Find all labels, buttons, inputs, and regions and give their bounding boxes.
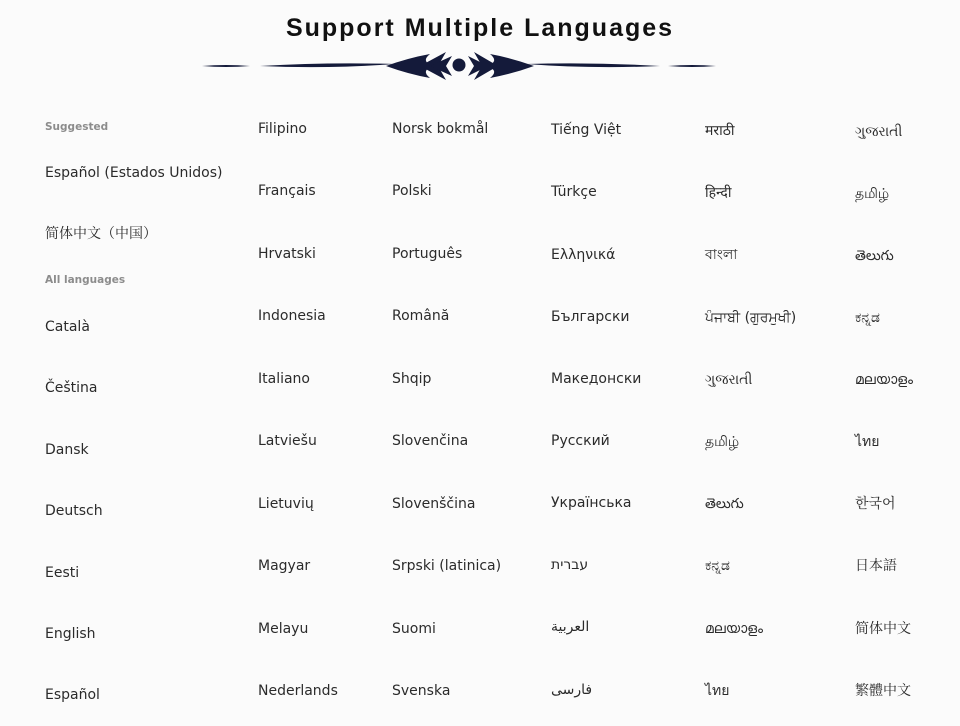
language-option[interactable]: Deutsch bbox=[45, 503, 103, 519]
language-option[interactable]: Italiano bbox=[258, 371, 310, 387]
language-option[interactable]: Français bbox=[258, 183, 316, 199]
language-option[interactable]: 日本語 bbox=[855, 558, 897, 574]
suggested-section-label: Suggested bbox=[45, 121, 109, 133]
all-languages-section-label: All languages bbox=[45, 274, 126, 286]
language-option[interactable]: Čeština bbox=[45, 380, 98, 396]
language-option[interactable]: ಕನ್ನಡ bbox=[705, 558, 730, 574]
language-option[interactable]: മലയാളം bbox=[705, 621, 764, 637]
language-option[interactable]: Dansk bbox=[45, 442, 89, 458]
language-option[interactable]: Slovenčina bbox=[392, 433, 469, 449]
language-option[interactable]: Tiếng Việt bbox=[551, 122, 622, 138]
language-option[interactable]: ગુજરાતી bbox=[855, 124, 903, 140]
language-option[interactable]: Polski bbox=[392, 183, 432, 199]
language-option[interactable]: Македонски bbox=[551, 371, 642, 387]
language-option[interactable]: हिन्दी bbox=[705, 185, 732, 201]
language-option[interactable]: Català bbox=[45, 319, 90, 335]
language-option[interactable]: Español bbox=[45, 687, 100, 703]
language-option[interactable]: 繁體中文 bbox=[855, 683, 911, 699]
language-option[interactable]: English bbox=[45, 626, 96, 642]
language-option[interactable]: Srpski (latinica) bbox=[392, 558, 502, 574]
language-option[interactable]: తెలుగు bbox=[855, 248, 894, 264]
language-option[interactable]: Ελληνικά bbox=[551, 247, 616, 263]
language-option[interactable]: Hrvatski bbox=[258, 246, 316, 262]
language-option[interactable]: മലയാളം bbox=[855, 372, 914, 388]
language-option[interactable]: తెలుగు bbox=[705, 496, 744, 512]
language-option[interactable]: 한국어 bbox=[855, 496, 896, 512]
language-option[interactable]: Lietuvių bbox=[258, 496, 314, 512]
language-option[interactable]: Latviešu bbox=[258, 433, 317, 449]
language-option[interactable]: Melayu bbox=[258, 621, 309, 637]
language-option[interactable]: Slovenščina bbox=[392, 496, 476, 512]
language-option[interactable]: Українська bbox=[551, 495, 632, 511]
language-option[interactable]: ไทย bbox=[855, 434, 880, 450]
language-option[interactable]: Español (Estados Unidos) bbox=[45, 165, 223, 181]
language-option[interactable]: Română bbox=[392, 308, 450, 324]
language-option[interactable]: Filipino bbox=[258, 121, 307, 137]
language-option[interactable]: ગુજરાતી bbox=[705, 372, 753, 388]
language-option[interactable]: ਪੰਜਾਬੀ (ਗੁਰਮੁਖੀ) bbox=[705, 310, 797, 326]
language-option[interactable]: ไทย bbox=[705, 683, 730, 699]
language-option[interactable]: 简体中文 bbox=[855, 621, 911, 637]
language-option[interactable]: Eesti bbox=[45, 565, 80, 581]
language-option[interactable]: বাংলা bbox=[705, 247, 738, 263]
language-option[interactable]: فارسی bbox=[551, 682, 593, 698]
page-title: Support Multiple Languages bbox=[285, 14, 675, 42]
language-option[interactable]: Indonesia bbox=[258, 308, 326, 324]
language-option[interactable]: தமிழ் bbox=[705, 434, 740, 450]
language-option[interactable]: ಕನ್ನಡ bbox=[855, 310, 880, 326]
language-option[interactable]: Русский bbox=[551, 433, 610, 449]
language-option[interactable]: 简体中文（中国） bbox=[45, 226, 157, 242]
language-option[interactable]: Português bbox=[392, 246, 463, 262]
language-option[interactable]: Türkçe bbox=[551, 184, 597, 200]
ornament-divider-icon bbox=[198, 48, 722, 84]
language-option[interactable]: Nederlands bbox=[258, 683, 338, 699]
language-option[interactable]: Magyar bbox=[258, 558, 311, 574]
language-option[interactable]: मराठी bbox=[705, 123, 735, 139]
language-option[interactable]: Български bbox=[551, 309, 630, 325]
language-option[interactable]: Suomi bbox=[392, 621, 436, 637]
language-option[interactable]: Shqip bbox=[392, 371, 432, 387]
language-option[interactable]: עברית bbox=[551, 557, 589, 573]
language-option[interactable]: Norsk bokmål bbox=[392, 121, 489, 137]
language-option[interactable]: Svenska bbox=[392, 683, 451, 699]
language-option[interactable]: العربية bbox=[551, 619, 590, 635]
language-option[interactable]: தமிழ் bbox=[855, 186, 890, 202]
